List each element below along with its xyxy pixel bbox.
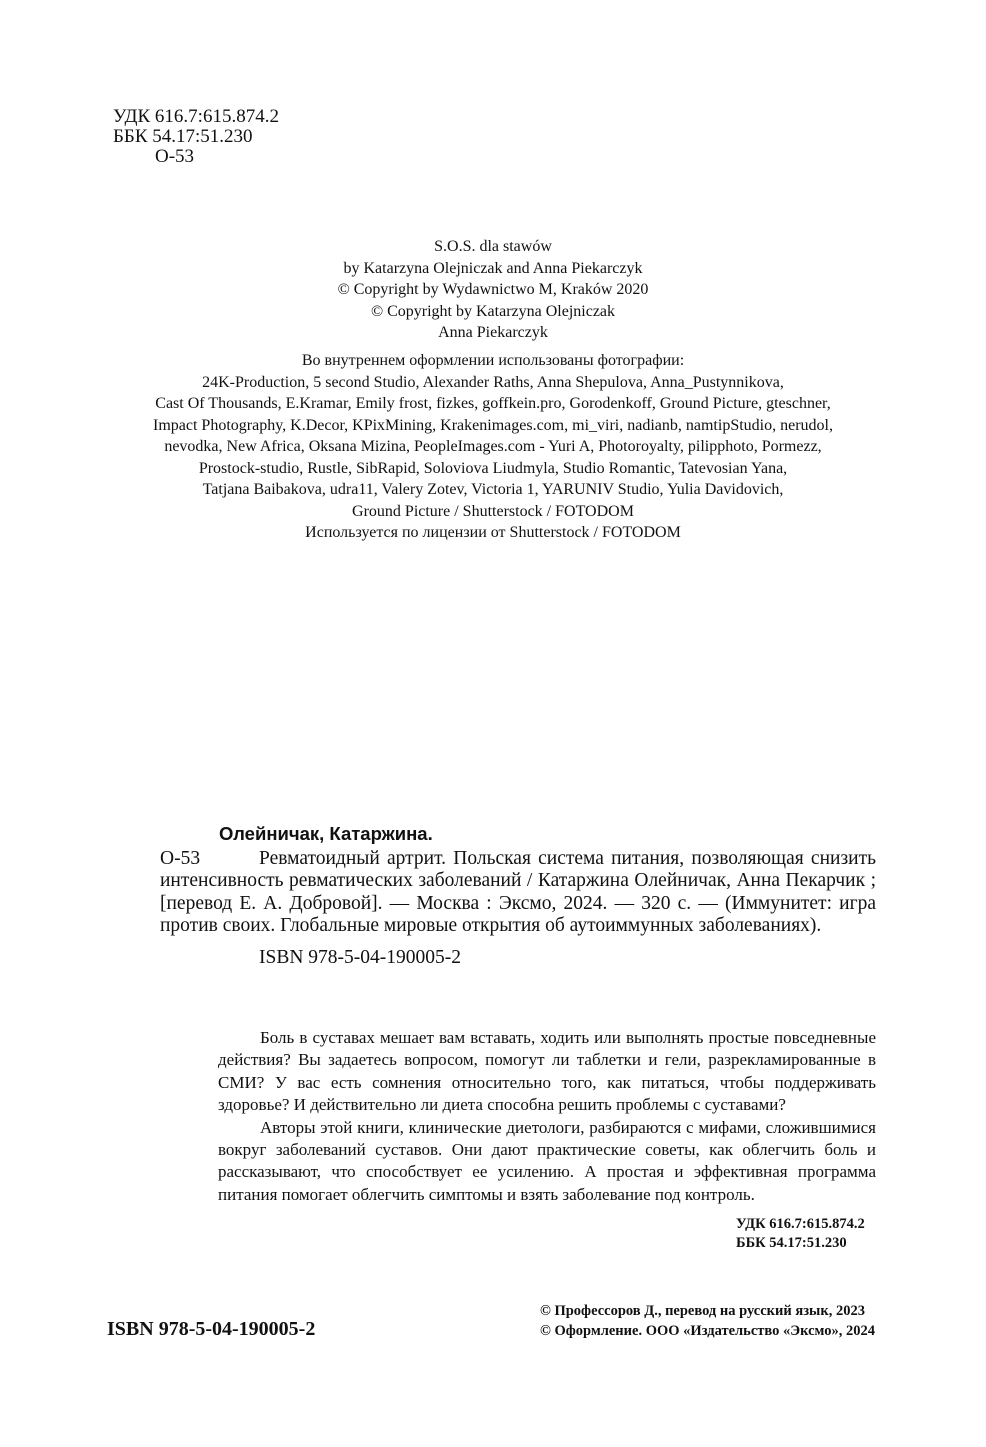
copyright-block <box>540 1302 875 1341</box>
bottom-classification-block <box>736 1215 865 1253</box>
copyright-translation: © Профессоров Д., перевод на русский язык, 2023 <box>540 1303 865 1319</box>
original-copyright-author-2: Anna Piekarczyk <box>438 324 548 341</box>
annotation-block <box>218 1027 876 1206</box>
udk-code: УДК 616.7:615.874.2 <box>113 106 279 127</box>
photo-credits-line: Tatjana Baibakova, udra11, Valery Zotev, Victoria 1, YARUNIV Studio, Yulia Davidovich, <box>202 481 784 498</box>
copyright-design: © Оформление. ООО «Издательство «Эксмо», 2024 <box>540 1322 875 1339</box>
original-title: S.O.S. dla stawów <box>434 238 552 255</box>
bottom-udk-code: УДК 616.7:615.874.2 <box>736 1216 865 1232</box>
bottom-bbk-code: ББК 54.17:51.230 <box>736 1235 847 1251</box>
photo-credits-line: Impact Photography, K.Decor, KPixMining, Krakenimages.com, mi_viri, nadianb, namtipStudio, nerudol, <box>153 416 833 434</box>
photo-credits-line: Cast Of Thousands, E.Kramar, Emily frost, fizkes, goffkein.pro, Gorodenkoff, Ground Picture, gteschner, <box>155 395 831 412</box>
photo-credits-line: nevodka, New Africa, Oksana Mizina, PeopleImages.com - Yuri A, Photoroyalty, pilipphoto, Pormezz, <box>164 438 822 455</box>
original-copyright-author-1: © Copyright by Katarzyna Olejniczak <box>370 302 616 320</box>
author-code: О-53 <box>155 146 195 167</box>
original-copyright-publisher: © Copyright by Wydawnictwo M, Kraków 2020 <box>337 281 649 298</box>
record-author: Олейничак, Катаржина. <box>219 823 433 844</box>
annotation-paragraph: Боль в суставах мешает вам вставать, ходить или выполнять простые повседневные действия? Вы задаетесь вопросом, помогут ли таблетки и гели, разрекламированные в СМИ? У вас есть сомнения относительно того, как питаться, чтобы поддерживать здоровье? И действительно ли диета способна решить проблемы с суставами? <box>218 1028 876 1115</box>
annotation-paragraph: Авторы этой книги, клинические диетологи, разбираются с мифами, сложившимися вокруг заболеваний суставов. Они дают практические советы, как облегчить боль и рассказывают, что способствует ее усилению. А простая и эффективная программа питания помогает облегчить симптомы и взять заболевание под контроль. <box>218 1117 876 1204</box>
photo-credits-line: Ground Picture / Shutterstock / FOTODOM <box>352 502 634 520</box>
record-description: Ревматоидный артрит. Польская система питания, позволяющая снизить интенсивность ревматических заболеваний / Катаржина Олейничак, Анна Пекарчик ; [перевод Е. А. Добровой]. — Москва : Эксмо, 2024. — 320 с. — (Иммунитет: игра против своих. Глобальные мировые открытия об аутоиммунных заболеваниях). <box>160 847 876 936</box>
bibliographic-record <box>160 823 876 969</box>
photo-credits-block <box>100 350 886 544</box>
photo-credits-heading: Во внутреннем оформлении использованы фотографии: <box>301 352 685 369</box>
classification-block <box>113 107 279 167</box>
photo-credits-line: Prostock-studio, Rustle, SibRapid, Soloviova Liudmyla, Studio Romantic, Tatevosian Yana, <box>198 459 788 477</box>
record-code: О-53 <box>160 847 201 869</box>
isbn-bottom: ISBN 978-5-04-190005-2 <box>107 1318 316 1340</box>
photo-license-note: Используется по лицензии от Shutterstock / FOTODOM <box>305 524 681 541</box>
bbk-code: ББК 54.17:51.230 <box>113 126 253 147</box>
record-entry <box>160 848 876 938</box>
original-authors: by Katarzyna Olejniczak and Anna Piekarczyk <box>343 259 643 277</box>
record-isbn: ISBN 978-5-04-190005-2 <box>259 946 462 968</box>
original-edition-block <box>200 236 786 344</box>
photo-credits-line: 24K-Production, 5 second Studio, Alexander Raths, Anna Shepulova, Anna_Pustynnikova, <box>202 373 784 391</box>
